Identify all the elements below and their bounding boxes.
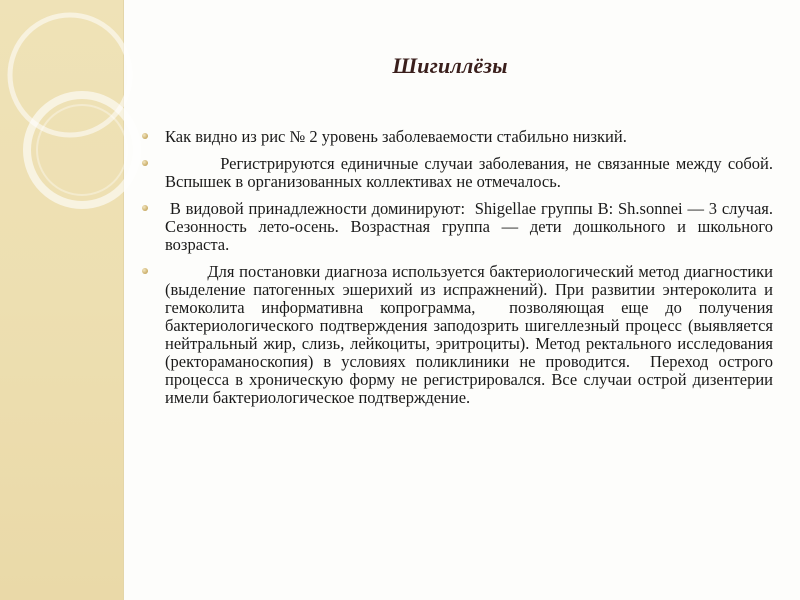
bullet-icon <box>142 205 148 211</box>
bullet-text: Регистрируются единичные случаи заболевания, не связанные между собой. Вспышек в организованных коллективах не отмечалось. <box>165 154 773 191</box>
bullet-icon <box>142 268 148 274</box>
list-item <box>140 128 773 146</box>
bullet-text: Как видно из рис № 2 уровень заболеваемости стабильно низкий. <box>165 127 627 146</box>
bullet-text: Для постановки диагноза используется бактериологический метод диагностики (выделение патогенных эшерихий из испражнений). При развитии энтероколита и гемоколита информативна копрограмма, позволяющая еще до получения бактериологического подтверждения заподозрить шигеллезный процесс (выявляется нейтральный жир, слизь, лейкоциты, эритроциты). Метод ректального исследования (ректораманоскопия) в условиях поликлиники не проводится. Переход острого процесса в хроническую форму не регистрировался. Все случаи острой дизентерии имели бактериологическое подтверждение. <box>165 262 773 407</box>
bullet-icon <box>142 133 148 139</box>
list-item <box>140 200 773 254</box>
bullet-list <box>140 128 773 416</box>
list-item <box>140 155 773 191</box>
bullet-text: В видовой принадлежности доминируют: Shigellae группы В: Sh.sonnei — 3 случая. Сезонность лето-осень. Возрастная группа — дети дошкольного и школьного возраста. <box>165 199 773 254</box>
list-item <box>140 263 773 407</box>
slide-title: Шигиллёзы <box>392 53 508 78</box>
bullet-icon <box>142 160 148 166</box>
